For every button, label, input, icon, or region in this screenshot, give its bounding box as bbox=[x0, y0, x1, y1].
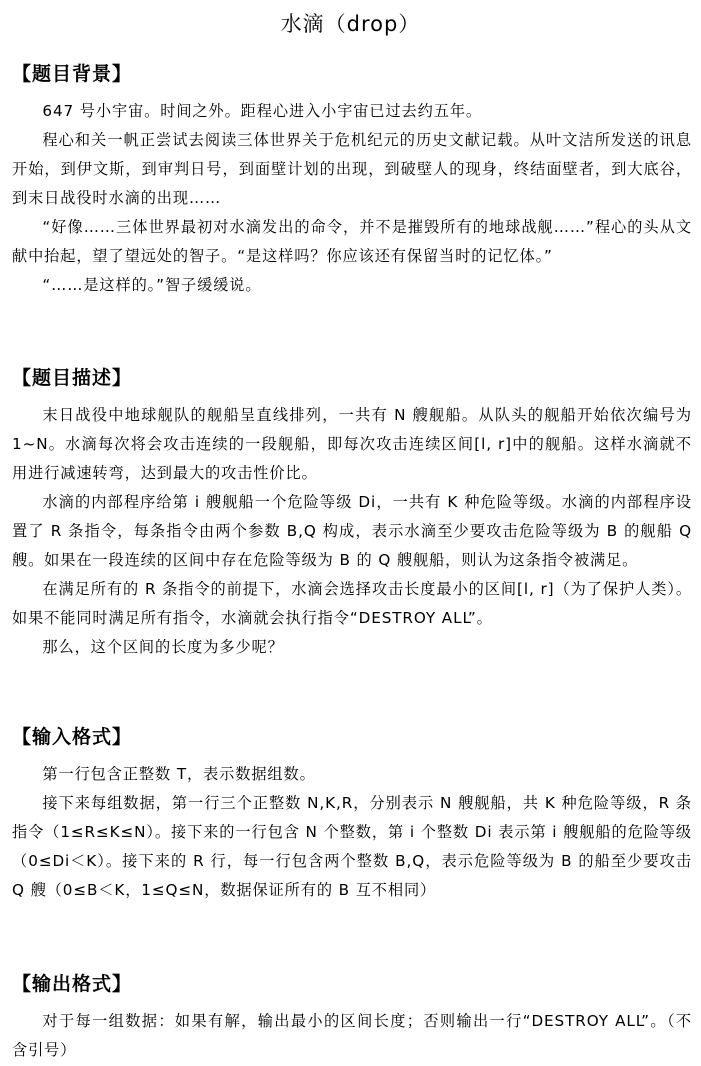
paragraph: “好像……三体世界最初对水滴发出的命令，并不是摧毁所有的地球战舰……”程心的头从文献中抬起，望了望远处的智子。“是这样吗？你应该还有保留当时的记忆体。” bbox=[12, 218, 692, 265]
section-body-output bbox=[12, 1007, 692, 1065]
paragraph: 末日战役中地球舰队的舰船呈直线排列，一共有 N 艘舰船。从队头的舰船开始依次编号为 1~N。水滴每次将会攻击连续的一段舰船，即每次攻击连续区间[l, r]中的舰船。这样水滴就不用进行减速转弯，达到最大的攻击性价比。 bbox=[12, 406, 692, 482]
section-body-description bbox=[12, 401, 692, 662]
section-body-input bbox=[12, 760, 692, 905]
paragraph: 在满足所有的 R 条指令的前提下，水滴会选择攻击长度最小的区间[l, r]（为了保护人类）。如果不能同时满足所有指令，水滴就会执行指令“DESTROY ALL”。 bbox=[12, 580, 692, 627]
section-heading-input: 【输入格式】 bbox=[12, 726, 133, 748]
section-body-background bbox=[12, 97, 692, 300]
section-heading-background: 【题目背景】 bbox=[12, 63, 133, 85]
paragraph: 对于每一组数据：如果有解，输出最小的区间长度；否则输出一行“DESTROY ALL”。（不含引号） bbox=[12, 1012, 692, 1059]
paragraph: 水滴的内部程序给第 i 艘舰船一个危险等级 Di，一共有 K 种危险等级。水滴的内部程序设置了 R 条指令，每条指令由两个参数 B,Q 构成，表示水滴至少要攻击危险等级为 B 的舰船 Q 艘。如果在一段连续的区间中存在危险等级为 B 的 Q 艘舰船，则认为这条指令被满足。 bbox=[12, 493, 692, 569]
paragraph: “……是这样的。”智子缓缓说。 bbox=[42, 276, 262, 294]
page-title: 水滴（drop） bbox=[280, 12, 421, 36]
paragraph: 程心和关一帆正尝试去阅读三体世界关于危机纪元的历史文献记载。从叶文洁所发送的讯息开始，到伊文斯，到审判日号，到面壁计划的出现，到破壁人的现身，终结面壁者，到大底谷，到末日战役时水滴的出现…… bbox=[12, 131, 692, 207]
paragraph: 接下来每组数据，第一行三个正整数 N,K,R，分别表示 N 艘舰船，共 K 种危险等级，R 条指令（1≤R≤K≤N）。接下来的一行包含 N 个整数，第 i 个整数 Di 表示第 i 艘舰船的危险等级（0≤Di＜K）。接下来的 R 行，每一行包含两个整数 B,Q，表示危险等级为 B 的船至少要攻击 Q 艘（0≤B＜K，1≤Q≤N，数据保证所有的 B 互不相同） bbox=[12, 794, 692, 899]
section-heading-description: 【题目描述】 bbox=[12, 367, 133, 389]
section-heading-output: 【输出格式】 bbox=[12, 973, 133, 995]
paragraph: 那么，这个区间的长度为多少呢？ bbox=[42, 638, 284, 656]
paragraph: 第一行包含正整数 T，表示数据组数。 bbox=[42, 765, 316, 783]
paragraph: 647 号小宇宙。时间之外。距程心进入小宇宙已过去约五年。 bbox=[42, 102, 482, 120]
